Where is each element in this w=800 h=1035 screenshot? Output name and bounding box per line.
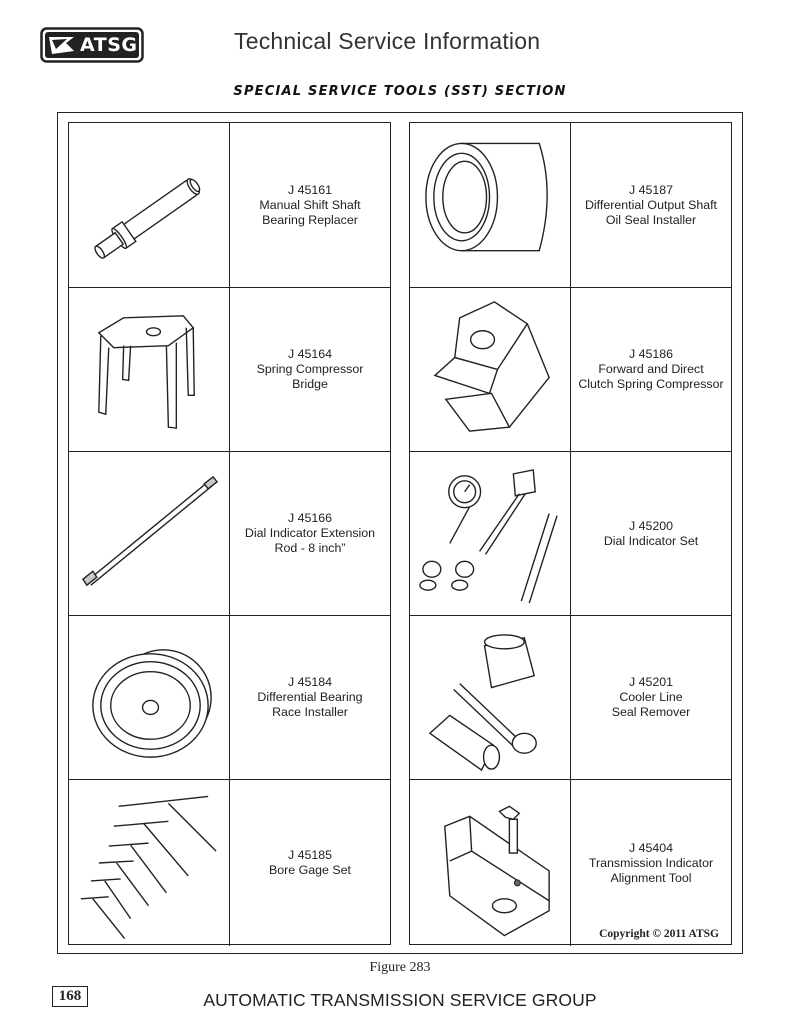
logo-text: ATSG: [80, 34, 138, 56]
bore-gage-set-icon: [69, 780, 230, 946]
tool-name-line1: Dial Indicator Extension: [244, 526, 376, 540]
tool-cell: [410, 451, 731, 615]
tool-cell: [69, 779, 390, 946]
shaft-replacer-icon: [69, 123, 230, 287]
footer: AUTOMATIC TRANSMISSION SERVICE GROUP: [203, 990, 597, 1010]
tool-cell: [410, 123, 731, 287]
figure-caption: Figure 283: [369, 960, 431, 975]
tool-number: J 45185: [287, 848, 333, 862]
tool-description: [571, 123, 731, 287]
tool-name-line2: Race Installer: [272, 705, 348, 719]
tool-cell: [69, 123, 390, 287]
copyright: Copyright © 2011 ATSG: [599, 928, 719, 940]
tool-name-line1: Spring Compressor: [256, 362, 364, 376]
tool-description: [571, 780, 731, 946]
alignment-tool-icon: [410, 780, 571, 946]
tool-cell: [410, 779, 731, 946]
tool-description: [230, 780, 390, 946]
extension-rod-icon: [69, 452, 230, 615]
tool-name-line1: Transmission Indicator: [588, 855, 714, 870]
tool-number: J 45404: [628, 840, 674, 855]
tool-cell: [410, 287, 731, 451]
tool-name-line2: Clutch Spring Compressor: [578, 377, 724, 391]
tool-number: J 45200: [628, 518, 674, 533]
tool-name-line2: Oil Seal Installer: [605, 212, 697, 227]
tool-name-line1: Differential Bearing: [257, 690, 363, 704]
tools-panel-right: [409, 122, 732, 945]
tool-name-line2: Seal Remover: [611, 705, 691, 719]
tool-name-line1: Cooler Line: [619, 690, 683, 704]
tool-number: J 45186: [628, 347, 674, 361]
tool-number: J 45201: [628, 675, 674, 689]
tool-number: J 45187: [628, 182, 674, 197]
tool-description: [571, 288, 731, 451]
tool-name-line1: Manual Shift Shaft: [259, 197, 361, 212]
tool-name-line1: Bore Gage Set: [269, 863, 351, 877]
section-title: SPECIAL SERVICE TOOLS (SST) SECTION: [233, 84, 567, 99]
tool-name-line1: Forward and Direct: [598, 362, 704, 376]
tool-number: J 45184: [287, 675, 333, 689]
tool-cell: [410, 615, 731, 779]
tool-name-line2: Alignment Tool: [610, 870, 692, 885]
tool-number: J 45166: [287, 511, 333, 525]
tool-name-line1: Dial Indicator Set: [603, 533, 699, 548]
tool-cell: [69, 287, 390, 451]
tool-name-line2: Bridge: [292, 377, 328, 391]
tool-description: [230, 616, 390, 779]
dial-indicator-set-icon: [410, 452, 571, 615]
tool-number: J 45161: [287, 182, 333, 197]
seal-installer-icon: [410, 123, 571, 287]
tool-description: [230, 288, 390, 451]
tools-panel-left: [68, 122, 391, 945]
atsg-logo: [40, 27, 144, 63]
tool-description: [571, 616, 731, 779]
tool-description: [230, 452, 390, 615]
tool-cell: [69, 615, 390, 779]
tool-number: J 45164: [287, 347, 333, 361]
header-title: Technical Service Information: [234, 28, 541, 54]
tool-cell: [69, 451, 390, 615]
cooler-line-remover-icon: [410, 616, 571, 779]
tool-description: [230, 123, 390, 287]
tool-name-line2: Rod - 8 inch”: [274, 541, 346, 555]
page-number: 168: [52, 986, 88, 1007]
spring-bridge-icon: [69, 288, 230, 451]
tool-name-line1: Differential Output Shaft: [584, 197, 717, 212]
tool-description: [571, 452, 731, 615]
race-installer-icon: [69, 616, 230, 779]
tool-name-line2: Bearing Replacer: [262, 212, 358, 227]
clutch-spring-compressor-icon: [410, 288, 571, 451]
